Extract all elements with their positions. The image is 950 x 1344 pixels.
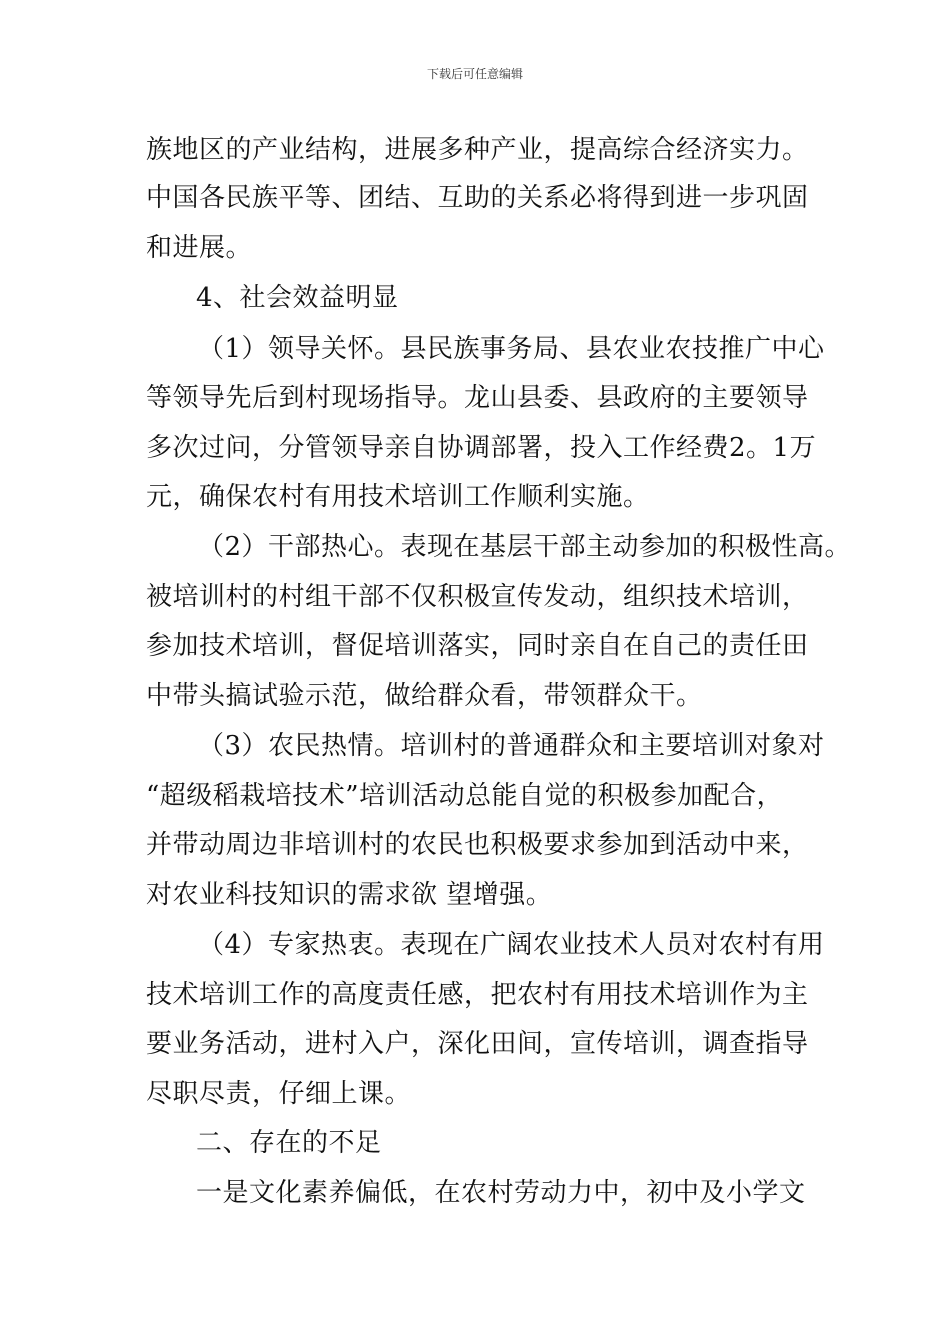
text-line: 和进展。 [146,233,253,263]
text-line: 技术培训工作的高度责任感，把农村有用技术培训作为主 [146,980,809,1010]
text-line: （2）干部热心。表现在基层干部主动参加的积极性高。 [198,532,852,562]
text-line: 等领导先后到村现场指导。龙山县委、县政府的主要领导 [146,383,809,413]
page-header: 下载后可任意编辑 [426,67,523,81]
text-line: 要业务活动，进村入户，深化田间，宣传培训，调查指导 [146,1029,809,1059]
text-line: 并带动周边非培训村的农民也积极要求参加到活动中来， [146,830,809,860]
text-line: 多次过问，分管领导亲自协调部署，投入工作经费2。1万 [146,433,817,463]
text-line: （1）领导关怀。县民族事务局、县农业农技推广中心 [198,334,825,364]
text-line: 对农业科技知识的需求欲 望增强。 [146,880,553,910]
text-line: （4）专家热衷。表现在广阔农业技术人员对农村有用 [198,930,825,960]
text-line: “超级稻栽培技术”培训活动总能自觉的积极参加配合， [146,781,784,811]
section-heading: 二、存在的不足 [196,1128,382,1158]
text-line: 参加技术培训，督促培训落实，同时亲自在自己的责任田 [146,631,809,661]
text-line: 族地区的产业结构，进展多种产业，提高综合经济实力。 [146,135,809,165]
text-line: 中带头搞试验示范，做给群众看，带领群众干。 [146,681,703,711]
text-line: 一是文化素养偏低，在农村劳动力中，初中及小学文 [196,1178,806,1208]
section-heading: 4、社会效益明显 [196,283,399,313]
text-line: 尽职尽责，仔细上课。 [146,1079,412,1109]
text-line: （3）农民热情。培训村的普通群众和主要培训对象对 [198,731,825,761]
text-line: 被培训村的村组干部不仅积极宣传发动，组织技术培训， [146,582,809,612]
text-line: 元，确保农村有用技术培训工作顺利实施。 [146,482,650,512]
text-line: 中国各民族平等、团结、互助的关系必将得到进一步巩固 [146,183,809,213]
